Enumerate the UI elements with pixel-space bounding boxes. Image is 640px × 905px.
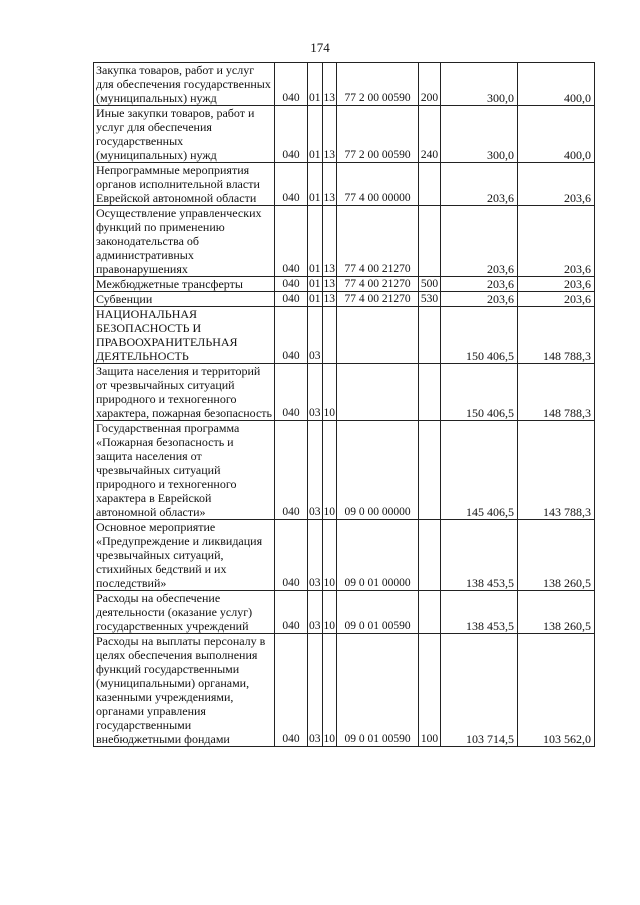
table-row <box>94 634 595 747</box>
ministry-code: 040 <box>275 63 308 106</box>
row-name: Расходы на обеспечение деятельности (оказание услуг) государственных учреждений <box>94 591 275 634</box>
row-name: Осуществление управленческих функций по применению законодательства об административных правонарушениях <box>94 206 275 277</box>
subsection-code: 10 <box>322 634 337 747</box>
expense-type-code <box>419 307 441 364</box>
ministry-code: 040 <box>275 292 308 307</box>
expense-type-code: 240 <box>419 106 441 163</box>
target-article-code: 77 4 00 00000 <box>337 163 419 206</box>
row-name: Защита населения и территорий от чрезвычайных ситуаций природного и техногенного характера, пожарная безопасность <box>94 364 275 421</box>
expense-type-code: 530 <box>419 292 441 307</box>
table-row <box>94 277 595 292</box>
amount-year-2: 138 260,5 <box>518 591 595 634</box>
row-name: Непрограммные мероприятия органов исполнительной власти Еврейской автономной области <box>94 163 275 206</box>
target-article-code: 77 2 00 00590 <box>337 106 419 163</box>
amount-year-1: 300,0 <box>441 106 518 163</box>
amount-year-1: 138 453,5 <box>441 520 518 591</box>
expense-type-code <box>419 206 441 277</box>
amount-year-2: 400,0 <box>518 106 595 163</box>
table-row <box>94 63 595 106</box>
subsection-code: 10 <box>322 520 337 591</box>
amount-year-2: 203,6 <box>518 206 595 277</box>
amount-year-1: 150 406,5 <box>441 364 518 421</box>
expense-type-code: 100 <box>419 634 441 747</box>
table-row <box>94 106 595 163</box>
ministry-code: 040 <box>275 163 308 206</box>
expense-type-code <box>419 364 441 421</box>
amount-year-1: 145 406,5 <box>441 421 518 520</box>
table-row <box>94 307 595 364</box>
amount-year-2: 143 788,3 <box>518 421 595 520</box>
table-body <box>94 63 595 747</box>
amount-year-2: 203,6 <box>518 163 595 206</box>
expense-type-code: 200 <box>419 63 441 106</box>
table-row <box>94 206 595 277</box>
target-article-code <box>337 307 419 364</box>
expense-type-code <box>419 520 441 591</box>
table-row <box>94 421 595 520</box>
section-code: 01 <box>309 278 321 290</box>
ministry-code: 040 <box>275 206 308 277</box>
target-article-code: 77 4 00 21270 <box>337 277 419 292</box>
ministry-code: 040 <box>275 421 308 520</box>
row-name: Закупка товаров, работ и услуг для обеспечения государственных (муниципальных) нужд <box>94 63 275 106</box>
section-code: 03 <box>308 364 323 421</box>
target-article-code: 09 0 00 00000 <box>337 421 419 520</box>
section-code: 03 <box>308 591 323 634</box>
target-article-code: 09 0 01 00000 <box>337 520 419 591</box>
amount-year-2: 148 788,3 <box>518 364 595 421</box>
expense-type-code: 500 <box>419 277 441 292</box>
section-code: 03 <box>308 634 323 747</box>
subsection-code: 10 <box>322 421 337 520</box>
section-code: 01 <box>308 163 323 206</box>
subsection-code: 13 <box>322 163 337 206</box>
target-article-code: 77 2 00 00590 <box>337 63 419 106</box>
target-article-code: 09 0 01 00590 <box>337 634 419 747</box>
amount-year-2: 203,6 <box>518 277 595 292</box>
subsection-code: 13 <box>323 293 335 305</box>
table-row <box>94 292 595 307</box>
section-code: 01 <box>309 293 321 305</box>
amount-year-1: 203,6 <box>441 292 518 307</box>
amount-year-2: 103 562,0 <box>518 634 595 747</box>
ministry-code: 040 <box>275 591 308 634</box>
section-code: 01 <box>308 206 323 277</box>
ministry-code: 040 <box>275 520 308 591</box>
amount-year-1: 150 406,5 <box>441 307 518 364</box>
target-article-code <box>337 364 419 421</box>
amount-year-1: 203,6 <box>441 163 518 206</box>
expense-type-code <box>419 163 441 206</box>
table-row <box>94 364 595 421</box>
row-name: Межбюджетные трансферты <box>94 277 275 292</box>
row-name: Субвенции <box>94 292 275 307</box>
subsection-code: 13 <box>322 206 337 277</box>
subsection-code: 13 <box>322 106 337 163</box>
subsection-code: 13 <box>322 63 337 106</box>
subsection-code: 13 <box>323 278 335 290</box>
amount-year-1: 300,0 <box>441 63 518 106</box>
row-name: Государственная программа «Пожарная безопасность и защита населения от чрезвычайных ситуаций природного и техногенного характера в Еврейской автономной области» <box>94 421 275 520</box>
subsection-code: 10 <box>322 364 337 421</box>
amount-year-1: 203,6 <box>441 277 518 292</box>
section-code: 01 <box>308 63 323 106</box>
amount-year-1: 138 453,5 <box>441 591 518 634</box>
subsection-code: 10 <box>322 591 337 634</box>
section-code: 03 <box>308 421 323 520</box>
subsection-code <box>322 307 337 364</box>
budget-table <box>93 62 595 747</box>
amount-year-2: 148 788,3 <box>518 307 595 364</box>
amount-year-2: 203,6 <box>518 292 595 307</box>
amount-year-1: 203,6 <box>441 206 518 277</box>
ministry-code: 040 <box>275 307 308 364</box>
table-row <box>94 163 595 206</box>
table-row <box>94 520 595 591</box>
section-code: 01 <box>308 106 323 163</box>
row-name: Расходы на выплаты персоналу в целях обеспечения выполнения функций государственными (муниципальными) органами, казенными учреждениями, органами управления государственными внебюджетными фондами <box>94 634 275 747</box>
target-article-code: 77 4 00 21270 <box>337 206 419 277</box>
row-name: Иные закупки товаров, работ и услуг для обеспечения государственных (муниципальных) нужд <box>94 106 275 163</box>
target-article-code: 77 4 00 21270 <box>337 292 419 307</box>
amount-year-2: 400,0 <box>518 63 595 106</box>
row-name: Основное мероприятие «Предупреждение и ликвидация чрезвычайных ситуаций, стихийных бедствий и их последствий» <box>94 520 275 591</box>
ministry-code: 040 <box>275 277 308 292</box>
amount-year-2: 138 260,5 <box>518 520 595 591</box>
ministry-code: 040 <box>275 634 308 747</box>
amount-year-1: 103 714,5 <box>441 634 518 747</box>
ministry-code: 040 <box>275 364 308 421</box>
expense-type-code <box>419 591 441 634</box>
table-row <box>94 591 595 634</box>
page-number: 174 <box>310 40 330 55</box>
target-article-code: 09 0 01 00590 <box>337 591 419 634</box>
section-code: 03 <box>308 520 323 591</box>
ministry-code: 040 <box>275 106 308 163</box>
section-code: 03 <box>308 307 323 364</box>
expense-type-code <box>419 421 441 520</box>
row-name: НАЦИОНАЛЬНАЯ БЕЗОПАСНОСТЬ И ПРАВООХРАНИТЕЛЬНАЯ ДЕЯТЕЛЬНОСТЬ <box>94 307 275 364</box>
